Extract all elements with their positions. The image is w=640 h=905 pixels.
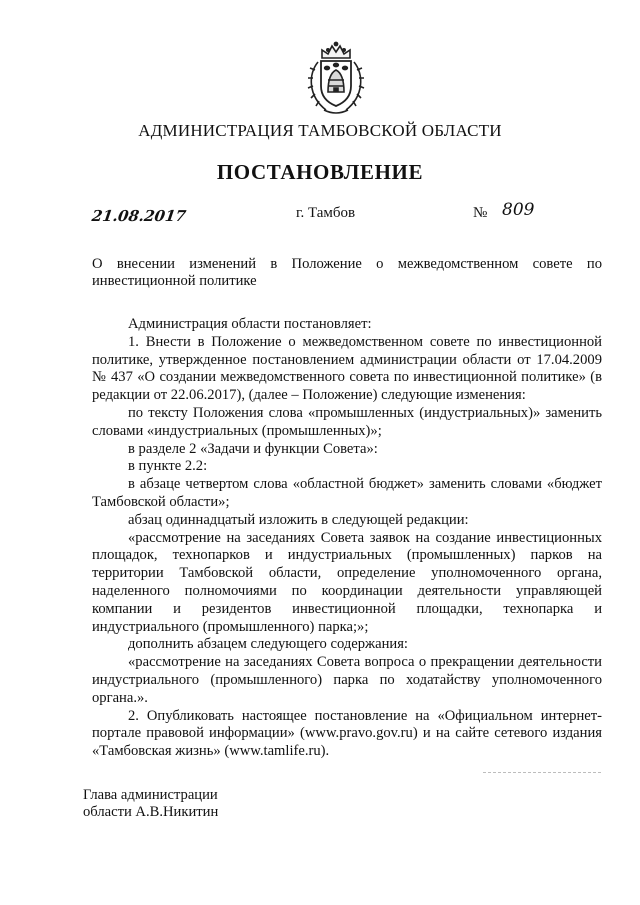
body-paragraph: Администрация области постановляет: <box>128 316 372 332</box>
document-date: 21.08.2017 <box>90 207 188 225</box>
body-paragraph: «рассмотрение на заседаниях Совета заявок на создание инвестиционных площадок, технопарков и индустриальных (промышленных) парков на территории Тамбовской области, определение уполномоченного органа, наделенного полномочиями по координации деятельности управляющей компании и резидентов инвестиционной площадки, технопарка и индустриального (промышленного) парка;»; <box>92 529 602 635</box>
signature-name: области А.В.Никитин <box>83 804 219 820</box>
body-paragraph: в пункте 2.2: <box>128 458 208 475</box>
document-number: 809 <box>502 200 535 220</box>
body-paragraph: «рассмотрение на заседаниях Совета вопроса о прекращении деятельности индустриального (промышленного) парка по ходатайству уполномоченного органа.». <box>92 654 602 706</box>
document-number-label: № <box>473 205 488 221</box>
document-subject: О внесении изменений в Положение о межведомственном совете по инвестиционной политике <box>92 256 602 289</box>
document-body <box>92 316 602 761</box>
body-paragraph: в разделе 2 «Задачи и функции Совета»: <box>128 440 378 457</box>
document-type-title: ПОСТАНОВЛЕНИЕ <box>216 160 424 184</box>
scan-mark-divider <box>483 772 601 773</box>
body-paragraph: дополнить абзацем следующего содержания: <box>128 636 408 653</box>
organization-name: АДМИНИСТРАЦИЯ ТАМБОВСКОЙ ОБЛАСТИ <box>138 121 502 140</box>
body-paragraph: абзац одиннадцатый изложить в следующей редакции: <box>128 511 469 528</box>
body-paragraph: по тексту Положения слова «промышленных (индустриальных)» заменить словами «индустриальных (промышленных)»; <box>92 404 602 439</box>
signature-block <box>83 787 218 821</box>
coat-of-arms-icon <box>304 40 368 116</box>
body-paragraph: 1. Внести в Положение о межведомственном совете по инвестиционной политике, утвержденное постановлением администрации области от 17.04.2009 № 437 «О создании межведомственного совета по инвестиционной политике» (в редакции от 22.06.2017), (далее – Положение) следующие изменения: <box>92 333 602 404</box>
body-paragraph: в абзаце четвертом слова «областной бюджет» заменить словами «бюджет Тамбовской области»; <box>92 476 602 510</box>
signature-position: Глава администрации <box>83 787 218 803</box>
body-paragraph: 2. Опубликовать настоящее постановление на «Официальном интернет-портале правовой информации» (www.pravo.gov.ru) и на сайте сетевого издания «Тамбовская жизнь» (www.tamlife.ru). <box>92 707 602 760</box>
document-city: г. Тамбов <box>296 205 356 221</box>
